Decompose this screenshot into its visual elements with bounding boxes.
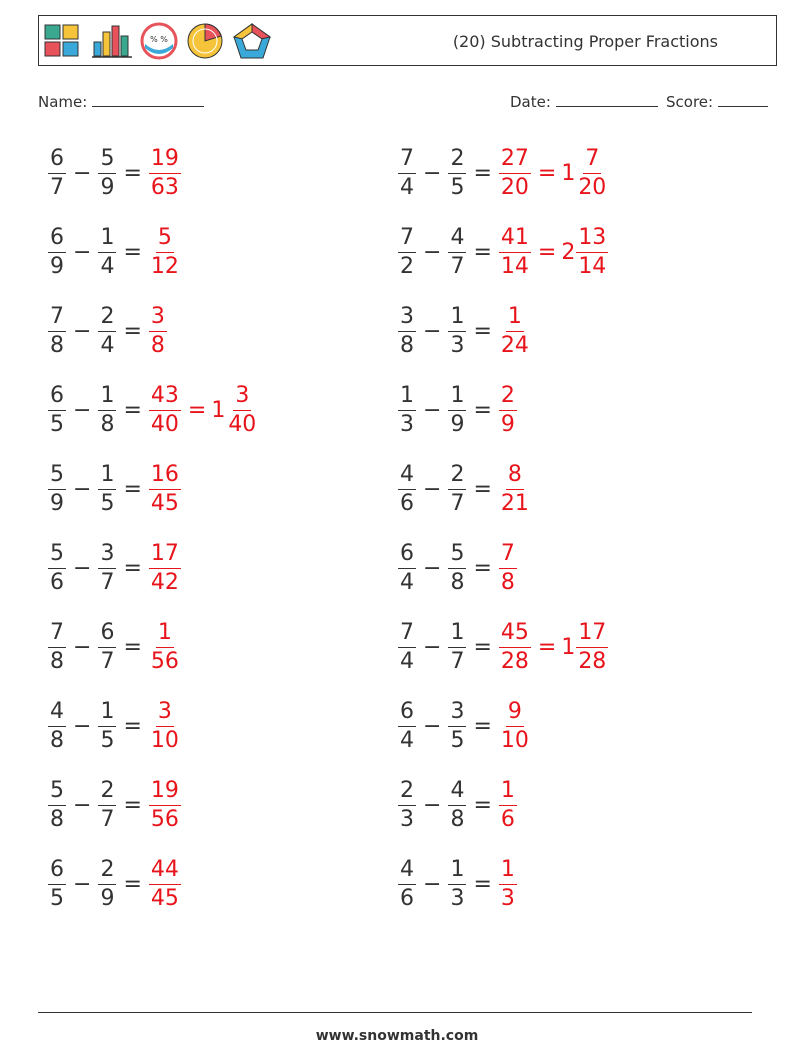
subtrahend-fraction — [448, 856, 466, 913]
answer-fraction-denominator: 8 — [150, 332, 165, 358]
minuend-fraction-denominator: 7 — [50, 174, 64, 200]
equals-sign: = — [473, 239, 492, 265]
subtrahend-fraction-numerator: 1 — [448, 619, 466, 648]
minuend-fraction — [48, 461, 66, 518]
subtrahend-fraction-numerator: 5 — [448, 540, 466, 569]
answer-fraction-numerator: 45 — [499, 619, 531, 648]
problem-item — [44, 774, 185, 836]
answer-fraction — [149, 303, 167, 360]
answer-fraction-denominator: 21 — [500, 490, 529, 516]
answer-fraction-denominator: 56 — [150, 648, 179, 674]
subtrahend-fraction — [98, 619, 116, 676]
minuend-fraction-denominator: 3 — [400, 806, 414, 832]
minuend-fraction — [398, 224, 416, 281]
minuend-fraction-denominator: 5 — [50, 411, 64, 437]
problem-item — [394, 379, 521, 441]
problem-item — [394, 853, 521, 915]
answer-fraction-numerator: 16 — [149, 461, 181, 490]
answer-fraction-denominator: 10 — [500, 727, 529, 753]
subtrahend-fraction-numerator: 3 — [448, 698, 466, 727]
subtrahend-fraction-denominator: 5 — [100, 490, 115, 516]
answer-fraction-numerator: 17 — [149, 540, 181, 569]
answer-fraction-numerator: 43 — [149, 382, 181, 411]
subtrahend-fraction-numerator: 2 — [448, 145, 466, 174]
subtrahend-fraction-denominator: 9 — [100, 174, 115, 200]
equals-sign: = — [473, 634, 492, 660]
equals-sign: = — [123, 476, 142, 502]
minuend-fraction-numerator: 5 — [48, 461, 66, 490]
subtrahend-fraction-numerator: 5 — [98, 145, 116, 174]
minuend-fraction-numerator: 3 — [398, 303, 416, 332]
mixed-denominator: 40 — [228, 411, 257, 437]
minuend-fraction-denominator: 8 — [50, 727, 64, 753]
minus-sign: − — [423, 476, 442, 502]
minus-sign: − — [73, 239, 92, 265]
minuend-fraction — [398, 382, 416, 439]
mixed-number-answer — [559, 619, 612, 676]
puzzle-pieces-icon — [43, 22, 85, 60]
equals-sign: = — [123, 160, 142, 186]
problem-item — [394, 774, 521, 836]
minus-sign: − — [73, 397, 92, 423]
pentagon-icon — [231, 22, 273, 60]
date-blank[interactable] — [556, 92, 658, 107]
problem-item — [394, 537, 521, 599]
minus-sign: − — [423, 318, 442, 344]
minuend-fraction-denominator: 4 — [400, 727, 414, 753]
svg-text:% %: % % — [150, 35, 168, 44]
minuend-fraction — [48, 224, 66, 281]
worksheet-title: (20) Subtracting Proper Fractions — [452, 32, 718, 51]
subtrahend-fraction-numerator: 1 — [448, 856, 466, 885]
subtrahend-fraction-numerator: 2 — [98, 303, 116, 332]
answer-fraction-numerator: 19 — [149, 777, 181, 806]
subtrahend-fraction-numerator: 3 — [98, 540, 116, 569]
answer-equals-sign: = — [537, 634, 557, 660]
minuend-fraction-numerator: 6 — [48, 382, 66, 411]
minuend-fraction-numerator: 6 — [48, 224, 66, 253]
answer-fraction — [149, 619, 181, 676]
score-blank[interactable] — [718, 92, 768, 107]
answer-fraction-denominator: 45 — [150, 885, 179, 911]
subtrahend-fraction — [98, 777, 116, 834]
minuend-fraction — [398, 777, 416, 834]
problem-item — [44, 221, 185, 283]
minuend-fraction-denominator: 4 — [400, 648, 414, 674]
answer-equals-sign: = — [537, 160, 557, 186]
subtrahend-fraction — [98, 461, 116, 518]
subtrahend-fraction-numerator: 2 — [98, 777, 116, 806]
answer-fraction — [149, 224, 181, 281]
problem-item — [44, 616, 185, 678]
mixed-whole-part: 2 — [561, 239, 576, 265]
mixed-number-answer — [559, 224, 612, 281]
subtrahend-fraction-denominator: 8 — [450, 806, 465, 832]
minuend-fraction-denominator: 6 — [400, 490, 414, 516]
minuend-fraction-denominator: 3 — [400, 411, 414, 437]
minuend-fraction — [398, 619, 416, 676]
minus-sign: − — [423, 555, 442, 581]
subtrahend-fraction-numerator: 1 — [98, 461, 116, 490]
subtrahend-fraction — [448, 303, 466, 360]
minuend-fraction-numerator: 7 — [48, 619, 66, 648]
subtrahend-fraction-numerator: 6 — [98, 619, 116, 648]
minuend-fraction — [48, 382, 66, 439]
minuend-fraction-denominator: 4 — [400, 569, 414, 595]
minus-sign: − — [73, 792, 92, 818]
minuend-fraction-numerator: 5 — [48, 777, 66, 806]
minuend-fraction-numerator: 6 — [398, 698, 416, 727]
problem-item — [44, 300, 171, 362]
equals-sign: = — [473, 397, 492, 423]
answer-fraction — [499, 145, 531, 202]
subtrahend-fraction-denominator: 5 — [450, 174, 465, 200]
minuend-fraction-denominator: 6 — [400, 885, 414, 911]
equals-sign: = — [123, 871, 142, 897]
name-field — [38, 92, 204, 111]
subtrahend-fraction — [448, 540, 466, 597]
answer-fraction — [499, 461, 531, 518]
equals-sign: = — [123, 397, 142, 423]
minuend-fraction-numerator: 7 — [48, 303, 66, 332]
mixed-whole-part: 1 — [561, 634, 576, 660]
mixed-fraction-part — [226, 382, 258, 439]
subtrahend-fraction-numerator: 4 — [448, 224, 466, 253]
subtrahend-fraction-numerator: 1 — [98, 382, 116, 411]
answer-fraction-numerator: 19 — [149, 145, 181, 174]
problem-item — [44, 142, 185, 204]
answer-fraction — [499, 619, 531, 676]
problem-item — [44, 695, 185, 757]
answer-fraction — [149, 461, 181, 518]
minus-sign: − — [423, 871, 442, 897]
problem-item — [394, 142, 612, 204]
minus-sign: − — [423, 713, 442, 739]
answer-fraction — [499, 303, 531, 360]
subtrahend-fraction — [98, 303, 116, 360]
minuend-fraction — [398, 461, 416, 518]
answer-fraction-denominator: 20 — [500, 174, 529, 200]
answer-equals-sign: = — [187, 397, 207, 423]
subtrahend-fraction-denominator: 7 — [100, 806, 115, 832]
answer-fraction — [499, 777, 517, 834]
answer-fraction-denominator: 63 — [150, 174, 179, 200]
subtrahend-fraction-denominator: 7 — [450, 648, 465, 674]
equals-sign: = — [473, 792, 492, 818]
subtrahend-fraction-denominator: 9 — [450, 411, 465, 437]
minus-sign: − — [423, 160, 442, 186]
answer-fraction-numerator: 27 — [499, 145, 531, 174]
answer-fraction — [499, 540, 517, 597]
subtrahend-fraction-numerator: 2 — [98, 856, 116, 885]
answer-fraction-denominator: 40 — [150, 411, 179, 437]
problem-item — [44, 537, 185, 599]
mixed-fraction-part — [576, 619, 608, 676]
answer-fraction — [499, 382, 517, 439]
answer-fraction-numerator: 3 — [149, 303, 167, 332]
minuend-fraction-numerator: 5 — [48, 540, 66, 569]
equals-sign: = — [473, 871, 492, 897]
mixed-numerator: 3 — [233, 382, 251, 411]
answer-fraction — [499, 856, 517, 913]
minuend-fraction-numerator: 1 — [398, 382, 416, 411]
subtrahend-fraction-numerator: 1 — [448, 382, 466, 411]
subtrahend-fraction-denominator: 8 — [100, 411, 115, 437]
subtrahend-fraction — [98, 224, 116, 281]
subtrahend-fraction-denominator: 7 — [100, 648, 115, 674]
minuend-fraction-denominator: 8 — [50, 332, 64, 358]
answer-fraction-denominator: 28 — [500, 648, 529, 674]
minuend-fraction — [398, 540, 416, 597]
mixed-number-answer — [209, 382, 262, 439]
subtrahend-fraction-denominator: 7 — [450, 490, 465, 516]
minuend-fraction-denominator: 6 — [50, 569, 64, 595]
subtrahend-fraction — [98, 856, 116, 913]
subtrahend-fraction-denominator: 3 — [450, 885, 465, 911]
mixed-numerator: 17 — [576, 619, 608, 648]
minuend-fraction-numerator: 6 — [48, 856, 66, 885]
minus-sign: − — [73, 713, 92, 739]
subtrahend-fraction-denominator: 5 — [100, 727, 115, 753]
subtrahend-fraction — [448, 698, 466, 755]
answer-fraction-denominator: 42 — [150, 569, 179, 595]
header-icons — [43, 20, 273, 62]
minuend-fraction — [398, 856, 416, 913]
answer-fraction — [499, 224, 531, 281]
minuend-fraction — [48, 619, 66, 676]
minuend-fraction-numerator: 4 — [48, 698, 66, 727]
answer-fraction-denominator: 3 — [500, 885, 515, 911]
subtrahend-fraction — [98, 698, 116, 755]
minuend-fraction-numerator: 6 — [398, 540, 416, 569]
answer-fraction-denominator: 9 — [500, 411, 515, 437]
minuend-fraction-denominator: 5 — [50, 885, 64, 911]
answer-fraction — [149, 856, 181, 913]
minuend-fraction-numerator: 4 — [398, 461, 416, 490]
subtrahend-fraction-denominator: 4 — [100, 332, 115, 358]
answer-fraction-numerator: 1 — [506, 303, 524, 332]
subtrahend-fraction — [448, 224, 466, 281]
subtrahend-fraction-numerator: 1 — [98, 698, 116, 727]
answer-fraction — [499, 698, 531, 755]
mixed-denominator: 20 — [578, 174, 607, 200]
minuend-fraction — [48, 303, 66, 360]
problem-item — [394, 221, 612, 283]
answer-fraction-denominator: 45 — [150, 490, 179, 516]
minuend-fraction-denominator: 9 — [50, 490, 64, 516]
answer-fraction-numerator: 9 — [506, 698, 524, 727]
minuend-fraction-denominator: 4 — [400, 174, 414, 200]
answer-fraction-numerator: 44 — [149, 856, 181, 885]
minus-sign: − — [423, 792, 442, 818]
minuend-fraction-numerator: 7 — [398, 224, 416, 253]
name-blank[interactable] — [92, 92, 204, 107]
subtrahend-fraction — [98, 540, 116, 597]
subtrahend-fraction — [448, 619, 466, 676]
equals-sign: = — [123, 634, 142, 660]
minus-sign: − — [73, 318, 92, 344]
subtrahend-fraction-denominator: 3 — [450, 332, 465, 358]
subtrahend-fraction-numerator: 2 — [448, 461, 466, 490]
problem-item — [44, 458, 185, 520]
minus-sign: − — [423, 397, 442, 423]
answer-fraction-numerator: 1 — [499, 856, 517, 885]
minuend-fraction-numerator: 7 — [398, 619, 416, 648]
equals-sign: = — [473, 160, 492, 186]
equals-sign: = — [123, 792, 142, 818]
subtrahend-fraction — [448, 777, 466, 834]
mixed-whole-part: 1 — [211, 397, 226, 423]
minuend-fraction-numerator: 6 — [48, 145, 66, 174]
answer-fraction-denominator: 14 — [500, 253, 529, 279]
answer-fraction-denominator: 8 — [500, 569, 515, 595]
answer-fraction-numerator: 7 — [499, 540, 517, 569]
problem-item — [394, 695, 535, 757]
answer-fraction-numerator: 8 — [506, 461, 524, 490]
minus-sign: − — [73, 160, 92, 186]
subtrahend-fraction-numerator: 4 — [448, 777, 466, 806]
minuend-fraction — [398, 303, 416, 360]
mixed-fraction-part — [576, 224, 608, 281]
minus-sign: − — [73, 634, 92, 660]
minus-sign: − — [423, 634, 442, 660]
date-field — [510, 92, 658, 111]
subtrahend-fraction-denominator: 7 — [450, 253, 465, 279]
mixed-denominator: 14 — [578, 253, 607, 279]
equals-sign: = — [473, 713, 492, 739]
name-label: Name: — [38, 93, 88, 111]
minus-sign: − — [423, 239, 442, 265]
minuend-fraction — [48, 145, 66, 202]
minuend-fraction-denominator: 8 — [400, 332, 414, 358]
answer-fraction-numerator: 41 — [499, 224, 531, 253]
minus-sign: − — [73, 476, 92, 502]
minuend-fraction — [48, 856, 66, 913]
minuend-fraction-denominator: 2 — [400, 253, 414, 279]
minus-sign: − — [73, 871, 92, 897]
score-field — [666, 92, 768, 111]
answer-equals-sign: = — [537, 239, 557, 265]
mixed-denominator: 28 — [578, 648, 607, 674]
footer-divider — [38, 1012, 752, 1013]
bar-chart-icon — [91, 22, 133, 60]
answer-fraction-denominator: 56 — [150, 806, 179, 832]
mixed-numerator: 7 — [583, 145, 601, 174]
equals-sign: = — [123, 713, 142, 739]
mixed-number-answer — [559, 145, 612, 202]
answer-fraction-denominator: 12 — [150, 253, 179, 279]
answer-fraction-denominator: 10 — [150, 727, 179, 753]
subtrahend-fraction-numerator: 1 — [448, 303, 466, 332]
answer-fraction-numerator: 3 — [156, 698, 174, 727]
problem-item — [44, 379, 262, 441]
minuend-fraction — [48, 777, 66, 834]
answer-fraction — [149, 698, 181, 755]
answer-fraction-numerator: 5 — [156, 224, 174, 253]
mixed-fraction-part — [576, 145, 608, 202]
minuend-fraction-denominator: 9 — [50, 253, 64, 279]
answer-fraction — [149, 382, 181, 439]
subtrahend-fraction-numerator: 1 — [98, 224, 116, 253]
subtrahend-fraction — [98, 382, 116, 439]
minuend-fraction — [398, 145, 416, 202]
answer-fraction-denominator: 24 — [500, 332, 529, 358]
subtrahend-fraction-denominator: 5 — [450, 727, 465, 753]
minuend-fraction-numerator: 4 — [398, 856, 416, 885]
equals-sign: = — [473, 555, 492, 581]
subtrahend-fraction — [448, 145, 466, 202]
equals-sign: = — [473, 318, 492, 344]
subtrahend-fraction-denominator: 7 — [100, 569, 115, 595]
subtrahend-fraction — [448, 382, 466, 439]
mixed-numerator: 13 — [576, 224, 608, 253]
minuend-fraction — [398, 698, 416, 755]
equals-sign: = — [123, 555, 142, 581]
subtrahend-fraction-denominator: 9 — [100, 885, 115, 911]
answer-fraction-numerator: 1 — [499, 777, 517, 806]
minuend-fraction — [48, 698, 66, 755]
subtrahend-fraction — [98, 145, 116, 202]
minuend-fraction-numerator: 2 — [398, 777, 416, 806]
problem-item — [394, 616, 612, 678]
percent-dial-icon — [139, 22, 179, 60]
answer-fraction — [149, 145, 181, 202]
minuend-fraction-denominator: 8 — [50, 806, 64, 832]
answer-fraction — [149, 540, 181, 597]
answer-fraction-numerator: 1 — [156, 619, 174, 648]
footer-site: www.snowmath.com — [315, 1028, 479, 1044]
worksheet-header — [38, 15, 777, 66]
minuend-fraction-numerator: 7 — [398, 145, 416, 174]
problem-item — [44, 853, 185, 915]
answer-fraction — [149, 777, 181, 834]
equals-sign: = — [473, 476, 492, 502]
minus-sign: − — [73, 555, 92, 581]
score-label: Score: — [666, 93, 714, 111]
equals-sign: = — [123, 239, 142, 265]
pie-chart-icon — [185, 22, 225, 60]
minuend-fraction — [48, 540, 66, 597]
problem-item — [394, 300, 535, 362]
date-label: Date: — [510, 93, 551, 111]
minuend-fraction-denominator: 8 — [50, 648, 64, 674]
subtrahend-fraction-denominator: 4 — [100, 253, 115, 279]
subtrahend-fraction — [448, 461, 466, 518]
problem-item — [394, 458, 535, 520]
answer-fraction-numerator: 2 — [499, 382, 517, 411]
answer-fraction-denominator: 6 — [500, 806, 515, 832]
mixed-whole-part: 1 — [561, 160, 576, 186]
equals-sign: = — [123, 318, 142, 344]
subtrahend-fraction-denominator: 8 — [450, 569, 465, 595]
